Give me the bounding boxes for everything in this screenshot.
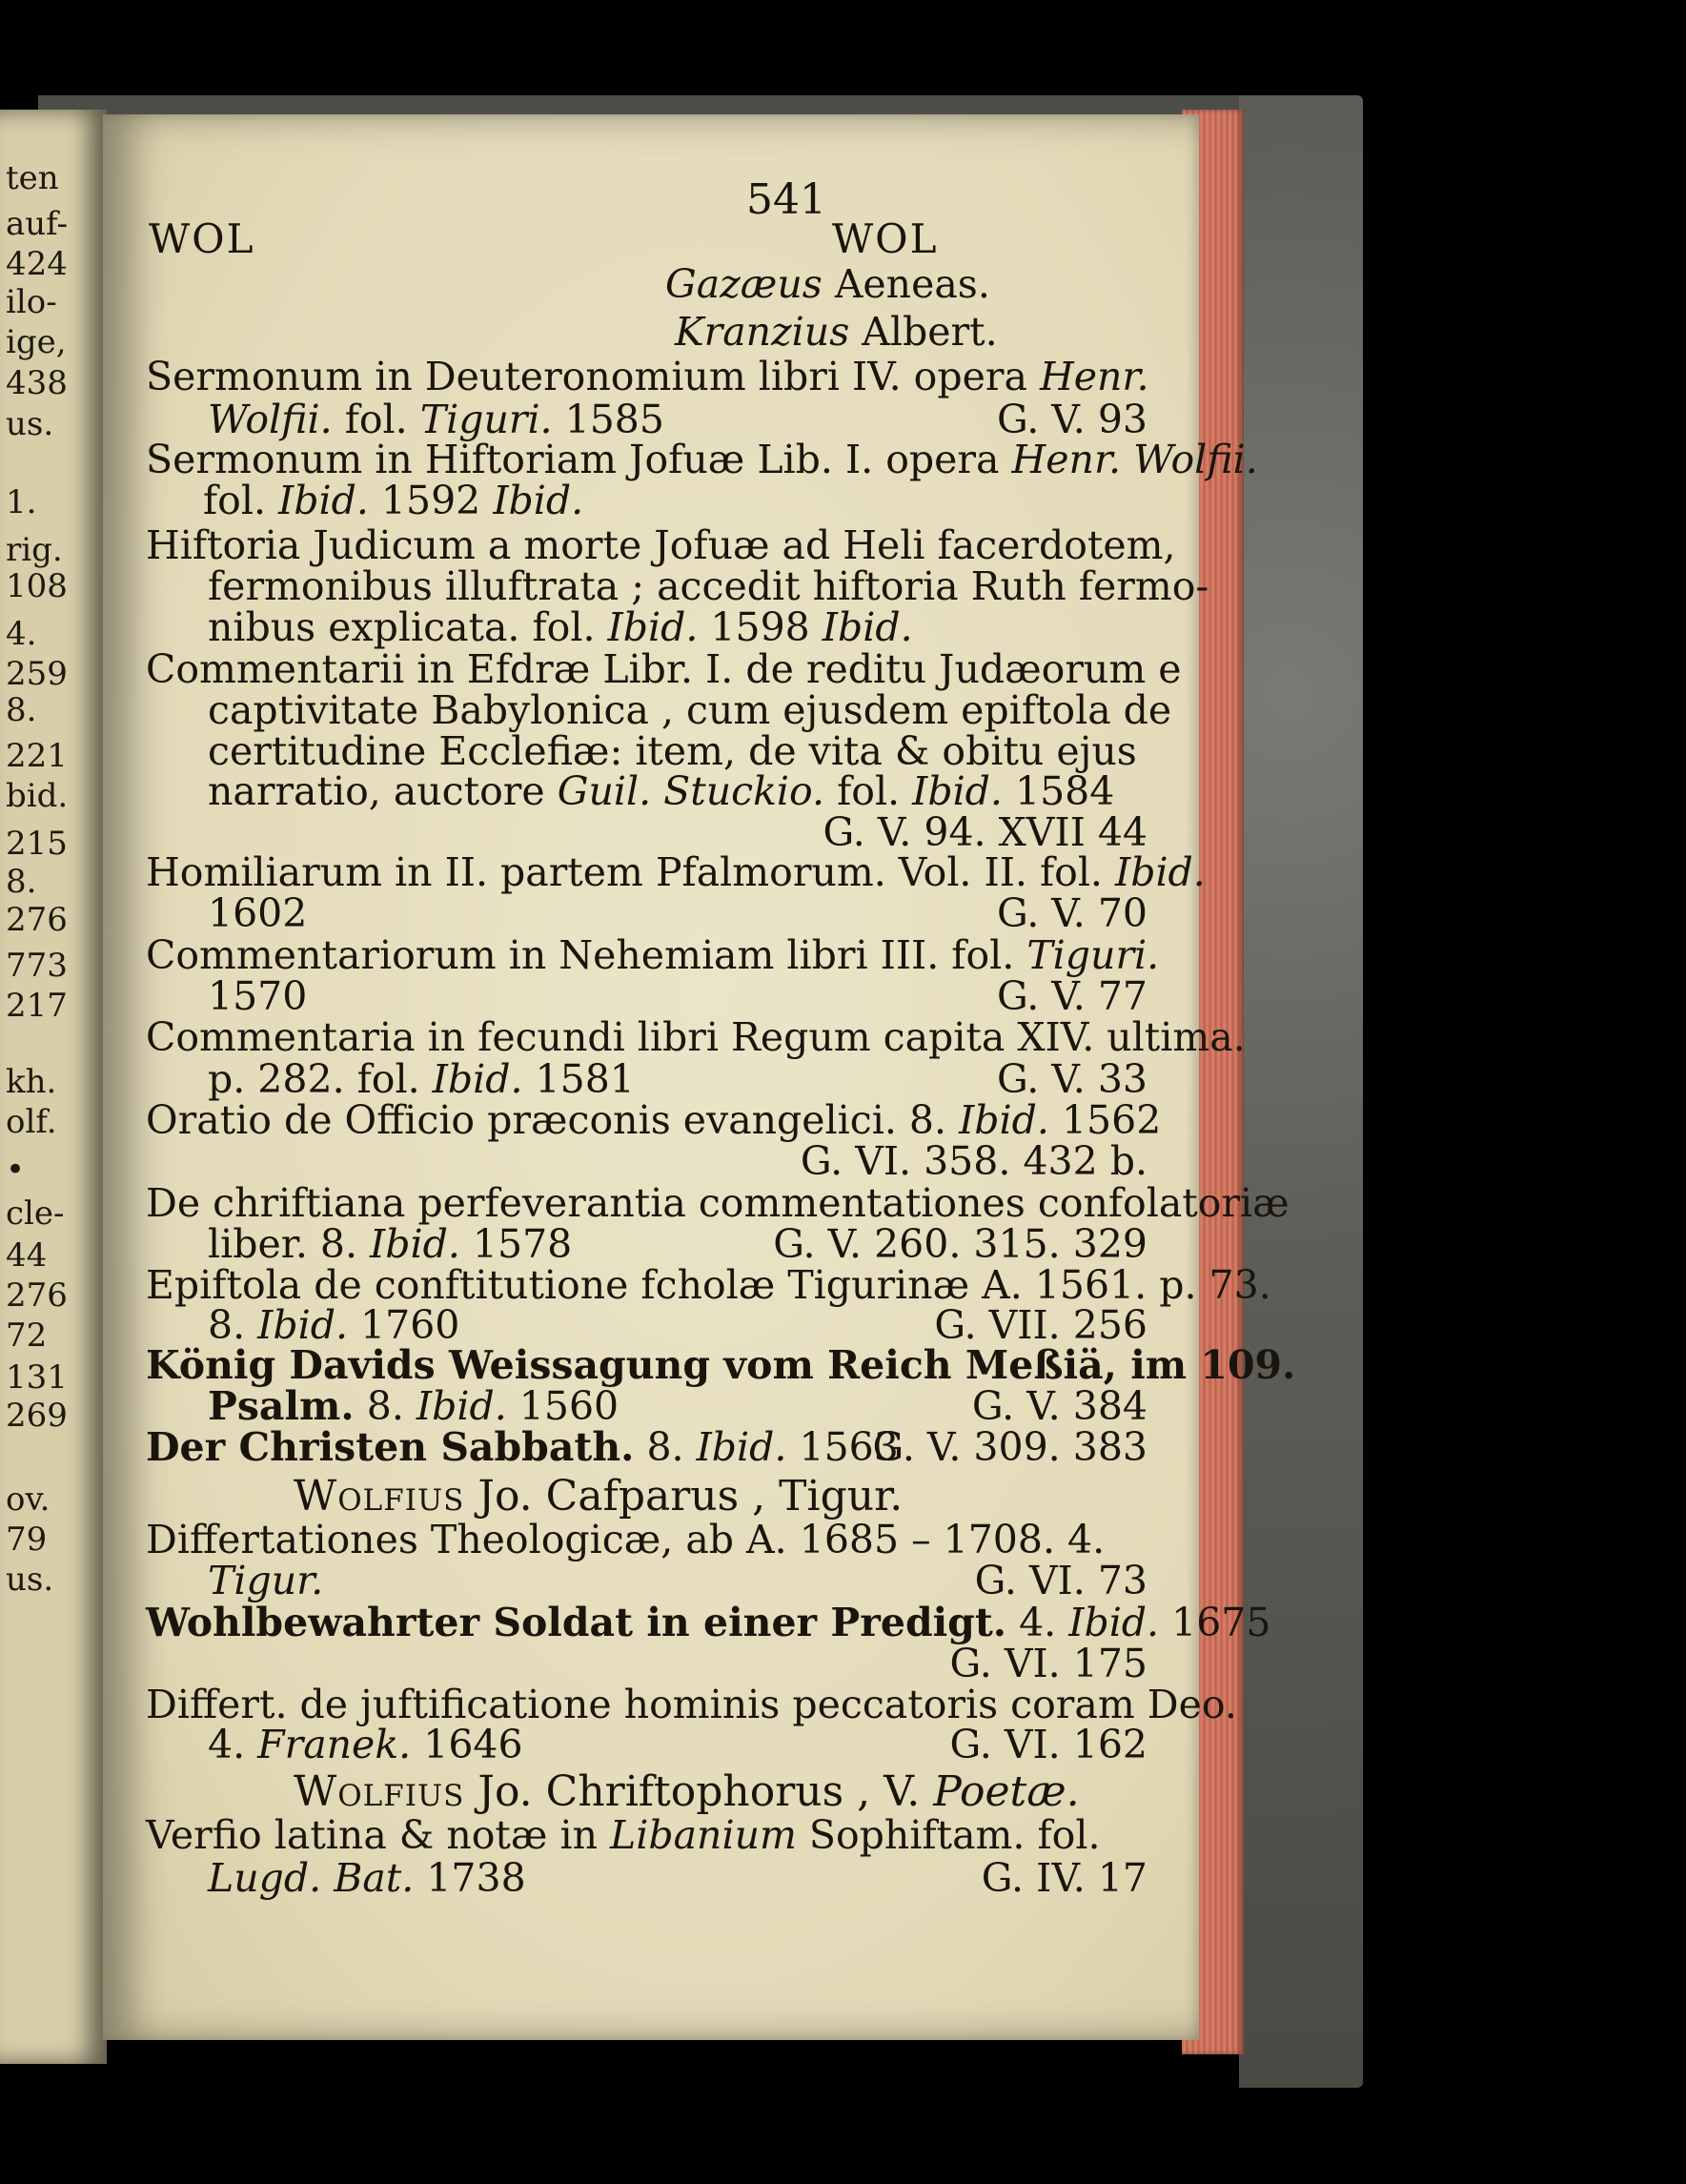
entry-line	[146, 1262, 1271, 1308]
entry-line	[146, 1424, 899, 1470]
italic-text: Ibid.	[432, 1056, 523, 1102]
entry-line	[208, 973, 308, 1019]
text-run: Psalm.	[208, 1383, 355, 1429]
margin-fragment: 72	[6, 1317, 48, 1355]
text-run: 1560	[506, 1383, 620, 1429]
text-run: 1760	[348, 1302, 460, 1348]
book-cover-top	[38, 95, 1353, 116]
margin-fragment: 424	[6, 245, 68, 283]
text-run: 1738	[414, 1855, 526, 1901]
margin-fragment: ov.	[6, 1480, 51, 1519]
margin-fragment: auf-	[6, 205, 69, 243]
italic-text: Ibid.	[370, 1221, 460, 1267]
italic-text: Poetæ.	[933, 1767, 1080, 1816]
italic-text: Ibid.	[912, 768, 1003, 814]
shelf-reference: G. V. 260. 315. 329	[773, 1221, 1148, 1267]
text-run: 1598	[698, 604, 823, 650]
text-run: 1570	[208, 973, 308, 1019]
margin-fragment: 108	[6, 567, 68, 605]
entry-line	[208, 1558, 324, 1603]
left-facing-page	[0, 110, 107, 2064]
entry-line	[146, 1517, 1106, 1562]
italic-text: Ibid.	[1115, 849, 1206, 895]
text-run: p. 282. fol.	[208, 1056, 433, 1102]
italic-text: Tiguri.	[419, 397, 553, 442]
text-run: 1563	[786, 1424, 899, 1470]
text-run: 4.	[1006, 1600, 1069, 1645]
entry-line	[208, 728, 1137, 774]
text-run: 1592	[368, 478, 494, 523]
margin-fragment: •	[6, 1151, 26, 1189]
entry-line	[208, 397, 664, 442]
shelf-reference: G. V. 384	[971, 1383, 1148, 1429]
margin-fragment: us.	[6, 405, 54, 443]
text-run: fol.	[824, 768, 913, 814]
text-run: Der Christen Sabbath.	[146, 1424, 635, 1470]
author-heading	[294, 1767, 1080, 1816]
text-run: 1585	[552, 397, 664, 442]
margin-fragment: 131	[6, 1358, 68, 1397]
book-cover-right	[1239, 95, 1363, 2088]
text-run: Differt. de juftificatione hominis peccatoris coram Deo.	[146, 1682, 1237, 1727]
margin-fragment: 8.	[6, 863, 37, 901]
text-run: König Davids Weissagung vom Reich Meßiä, im 109.	[146, 1342, 1296, 1388]
margin-fragment: 276	[6, 901, 68, 939]
entry-line	[146, 1682, 1237, 1727]
entry-line	[146, 437, 1258, 482]
text-run: certitudine Ecclefiæ: item, de vita & obitu ejus	[208, 728, 1137, 774]
italic-text: Gazæus	[665, 261, 823, 307]
shelf-reference: G. V. 309. 383	[872, 1424, 1148, 1470]
margin-fragment: 44	[6, 1236, 48, 1275]
italic-text: Tigur.	[208, 1558, 324, 1603]
italic-text: Tiguri.	[1026, 932, 1160, 978]
entry-line	[146, 522, 1176, 568]
author-name: Wolfius	[294, 1767, 465, 1816]
text-run: fol.	[332, 397, 420, 442]
entry-line	[208, 1722, 523, 1767]
running-header-right: WOL	[832, 215, 939, 262]
italic-text: Guil. Stuckio.	[557, 768, 825, 814]
text-run: 1675	[1159, 1600, 1271, 1645]
text-run: Jo. Chriftophorus , V.	[464, 1767, 934, 1816]
author-heading	[294, 1472, 904, 1521]
margin-fragment: 438	[6, 364, 68, 402]
margin-fragment: 79	[6, 1521, 48, 1559]
italic-text: Ibid.	[1068, 1600, 1160, 1645]
italic-text: Ibid.	[257, 1302, 348, 1348]
margin-fragment: 269	[6, 1397, 68, 1435]
entry-line	[146, 1812, 1101, 1858]
text-run: Sermonum in Deuteronomium libri IV. opera	[146, 354, 1040, 399]
entry-line	[146, 1342, 1296, 1388]
margin-fragment: ige,	[6, 323, 67, 361]
page-number: 541	[746, 175, 826, 224]
margin-fragment: 221	[6, 737, 68, 775]
entry-line	[146, 646, 1182, 692]
shelf-reference: G. VI. 73	[974, 1558, 1148, 1603]
margin-fragment: 259	[6, 655, 68, 693]
left-page-margin-text	[0, 110, 107, 2064]
entry-line	[203, 478, 584, 523]
shelf-reference: G. V. 33	[996, 1056, 1148, 1102]
text-run: 8.	[634, 1424, 697, 1470]
margin-fragment: us.	[6, 1561, 54, 1599]
text-run: fermonibus illuftrata ; accedit hiftoria Ruth fermo-	[208, 563, 1209, 609]
entry-line	[146, 849, 1206, 895]
text-run: 4.	[208, 1722, 258, 1767]
italic-text: Ibid.	[493, 478, 584, 523]
text-run: Homiliarum in II. partem Pfalmorum. Vol. II. fol.	[146, 849, 1115, 895]
text-run: 8.	[354, 1383, 416, 1429]
text-run: Commentariorum in Nehemiam libri III. fol.	[146, 932, 1027, 978]
entry-line	[208, 1383, 620, 1429]
shelf-reference: G. V. 93	[996, 397, 1148, 442]
shelf-reference: G. VII. 256	[934, 1302, 1148, 1348]
text-run: 8.	[208, 1302, 258, 1348]
text-run: 1584	[1002, 768, 1115, 814]
margin-fragment: 276	[6, 1276, 68, 1315]
text-run: Albert.	[849, 309, 998, 355]
entry-line	[208, 1056, 635, 1102]
author-name: Wolfius	[294, 1472, 465, 1521]
entry-line	[146, 1600, 1271, 1645]
text-run: Sophiftam. fol.	[796, 1812, 1101, 1858]
text-run: 1602	[208, 890, 308, 936]
margin-fragment: 773	[6, 947, 68, 985]
shelf-reference: G. IV. 17	[981, 1855, 1148, 1901]
entry-line	[208, 687, 1172, 733]
text-run: captivitate Babylonica , cum ejusdem epiftola de	[208, 687, 1172, 733]
entry-line	[146, 354, 1149, 399]
italic-text: Franek.	[257, 1722, 412, 1767]
margin-fragment: bid.	[6, 777, 69, 815]
text-run: Hiftoria Judicum a morte Jofuæ ad Heli facerdotem,	[146, 522, 1176, 568]
page-text	[103, 114, 1296, 2040]
text-run: Aeneas.	[822, 261, 990, 307]
italic-text: Lugd. Bat.	[208, 1855, 415, 1901]
entry-line	[208, 1221, 573, 1267]
italic-text: Ibid.	[959, 1097, 1049, 1143]
text-run: De chriftiana perfeverantia commentationes confolatoriæ	[146, 1180, 1290, 1226]
margin-fragment: olf.	[6, 1103, 57, 1141]
margin-fragment: ten	[6, 159, 59, 197]
entry-line	[675, 309, 998, 355]
margin-fragment: 215	[6, 825, 68, 863]
margin-fragment: kh.	[6, 1063, 57, 1101]
shelf-reference: G. VI. 175	[949, 1641, 1148, 1686]
margin-fragment: ilo-	[6, 283, 57, 321]
entry-line	[208, 1302, 460, 1348]
margin-fragment: cle-	[6, 1194, 65, 1233]
text-run: 1646	[411, 1722, 523, 1767]
margin-fragment: 8.	[6, 691, 37, 729]
entry-line	[208, 1855, 526, 1901]
text-run: 1562	[1048, 1097, 1162, 1143]
entry-line	[208, 604, 913, 650]
text-run: Commentarii in Efdræ Libr. I. de reditu Judæorum e	[146, 646, 1182, 692]
text-run: Differtationes Theologicæ, ab A. 1685 – 1708. 4.	[146, 1517, 1106, 1562]
margin-fragment: rig.	[6, 531, 63, 569]
text-run: Jo. Cafparus , Tigur.	[464, 1472, 904, 1521]
italic-text: Kranzius	[675, 309, 850, 355]
text-run: Oratio de Officio præconis evangelici. 8.	[146, 1097, 960, 1143]
entry-line	[146, 1180, 1290, 1226]
italic-text: Libanium	[610, 1812, 797, 1858]
entry-line	[146, 1014, 1246, 1060]
italic-text: Ibid.	[696, 1424, 787, 1470]
italic-text: Wolfii.	[208, 397, 333, 442]
text-run: Epiftola de conftitutione fcholæ Tigurinæ A. 1561. p. 73.	[146, 1262, 1271, 1308]
margin-fragment: 1.	[6, 483, 37, 521]
entry-line	[208, 563, 1209, 609]
text-run: 1581	[522, 1056, 635, 1102]
entry-line	[146, 1097, 1162, 1143]
book-page	[103, 114, 1296, 2040]
text-run: 1578	[459, 1221, 573, 1267]
text-run: Verfio latina & notæ in	[146, 1812, 611, 1858]
text-run: fol.	[203, 478, 279, 523]
text-run: Wohlbewahrter Soldat in einer Predigt.	[146, 1600, 1007, 1645]
italic-text: Ibid.	[416, 1383, 507, 1429]
entry-line	[665, 261, 990, 307]
shelf-reference: G. V. 94. XVII 44	[823, 809, 1148, 855]
shelf-reference: G. V. 70	[996, 890, 1148, 936]
text-run: Sermonum in Hiftoriam Jofuæ Lib. I. opera	[146, 437, 1012, 482]
running-header-left: WOL	[149, 215, 255, 262]
italic-text: Ibid.	[822, 604, 913, 650]
italic-text: Ibid.	[278, 478, 369, 523]
shelf-reference: G. V. 77	[996, 973, 1148, 1019]
shelf-reference: G. VI. 162	[949, 1722, 1148, 1767]
margin-fragment: 4.	[6, 615, 37, 653]
text-run: narratio, auctore	[208, 768, 558, 814]
text-run: nibus explicata. fol.	[208, 604, 608, 650]
italic-text: Ibid.	[607, 604, 699, 650]
entry-line	[146, 932, 1160, 978]
italic-text: Henr.	[1039, 354, 1149, 399]
text-run: Commentaria in fecundi libri Regum capita XIV. ultima.	[146, 1014, 1246, 1060]
italic-text: Henr. Wolfii.	[1011, 437, 1258, 482]
margin-fragment: 217	[6, 987, 68, 1025]
entry-line	[208, 768, 1115, 814]
text-run: liber. 8.	[208, 1221, 371, 1267]
entry-line	[208, 890, 308, 936]
shelf-reference: G. VI. 358. 432 b.	[800, 1138, 1148, 1184]
